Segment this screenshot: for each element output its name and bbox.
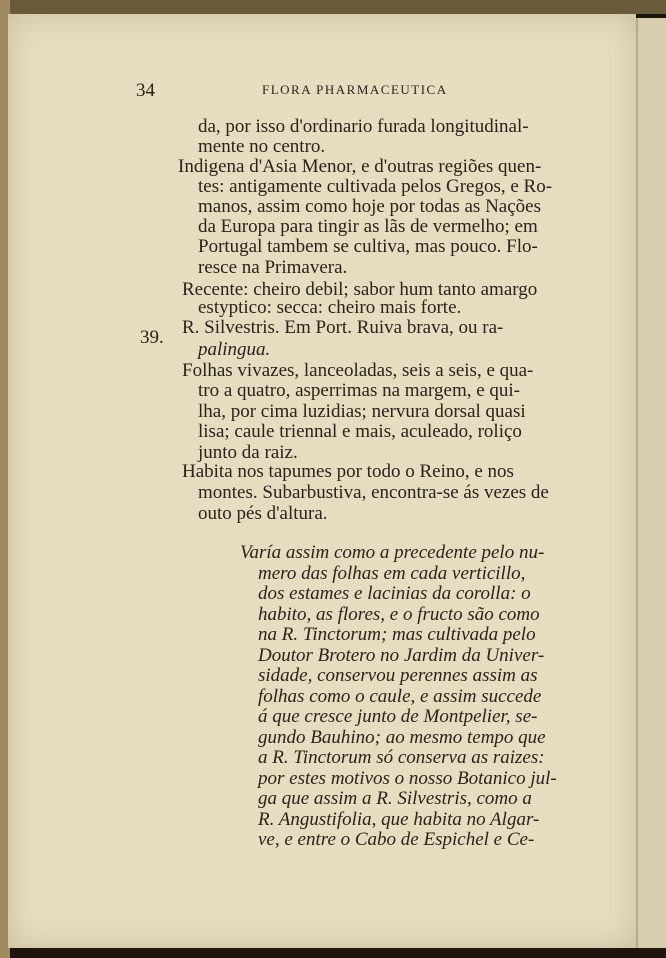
body-line: da, por isso d'ordinario furada longitudinal- [198, 116, 529, 137]
note-line: Varía assim como a precedente pelo nu- [240, 542, 545, 563]
body-line: lisa; caule triennal e mais, aculeado, roliço [198, 421, 522, 442]
body-line: Folhas vivazes, lanceoladas, seis a seis, e qua- [182, 360, 534, 381]
note-line: folhas como o caule, e assim succede [258, 686, 542, 707]
note-line: por estes motivos o nosso Botanico jul- [258, 768, 557, 789]
body-line: montes. Subarbustiva, encontra-se ás vezes de [198, 482, 549, 503]
note-line: gundo Bauhino; ao mesmo tempo que [258, 727, 546, 748]
note-line: a R. Tinctorum só conserva as raizes: [258, 747, 545, 768]
body-line: da Europa para tingir as lãs de vermelho; em [198, 216, 538, 237]
body-line: palingua. [198, 339, 271, 360]
note-line: habito, as flores, e o fructo são como [258, 604, 540, 625]
page-number: 34 [136, 80, 155, 101]
note-line: á que cresce junto de Montpelier, se- [258, 706, 538, 727]
body-line: Habita nos tapumes por todo o Reino, e nos [182, 461, 514, 482]
entry-number: 39. [140, 327, 164, 348]
body-line: junto da raiz. [198, 442, 298, 463]
body-line: outo pés d'altura. [198, 503, 328, 524]
body-line: estyptico: secca: cheiro mais forte. [198, 297, 462, 318]
body-line: Recente: cheiro debil; sabor hum tanto amargo [182, 279, 538, 300]
note-line: ve, e entre o Cabo de Espichel e Ce- [258, 829, 535, 850]
body-line: R. Silvestris. Em Port. Ruiva brava, ou ra- [182, 317, 504, 338]
note-line: dos estames e lacinias da corolla: o [258, 583, 531, 604]
note-line: mero das folhas em cada verticillo, [258, 563, 526, 584]
body-line: tro a quatro, asperrimas na margem, e qui- [198, 380, 521, 401]
running-head: FLORA PHARMACEUTICA [262, 82, 448, 97]
note-line: na R. Tinctorum; mas cultivada pelo [258, 624, 536, 645]
note-line: ga que assim a R. Silvestris, como a [258, 788, 532, 809]
scan-frame-top [0, 0, 666, 14]
body-line: mente no centro. [198, 136, 326, 157]
body-line: Portugal tambem se cultiva, mas pouco. Flo- [198, 236, 538, 257]
body-line: Indigena d'Asia Menor, e d'outras regiões quen- [178, 156, 542, 177]
note-line: Doutor Brotero no Jardim da Univer- [258, 645, 545, 666]
note-line: sidade, conservou perennes assim as [258, 665, 538, 686]
body-line: resce na Primavera. [198, 257, 348, 278]
body-line: lha, por cima luzidias; nervura dorsal quasi [198, 401, 526, 422]
note-line: R. Angustifolia, que habita no Algar- [258, 809, 540, 830]
adjacent-page-edge [636, 18, 666, 948]
body-line: tes: antigamente cultivada pelos Gregos, e Ro- [198, 176, 553, 197]
body-line: manos, assim como hoje por todas as Nações [198, 196, 541, 217]
